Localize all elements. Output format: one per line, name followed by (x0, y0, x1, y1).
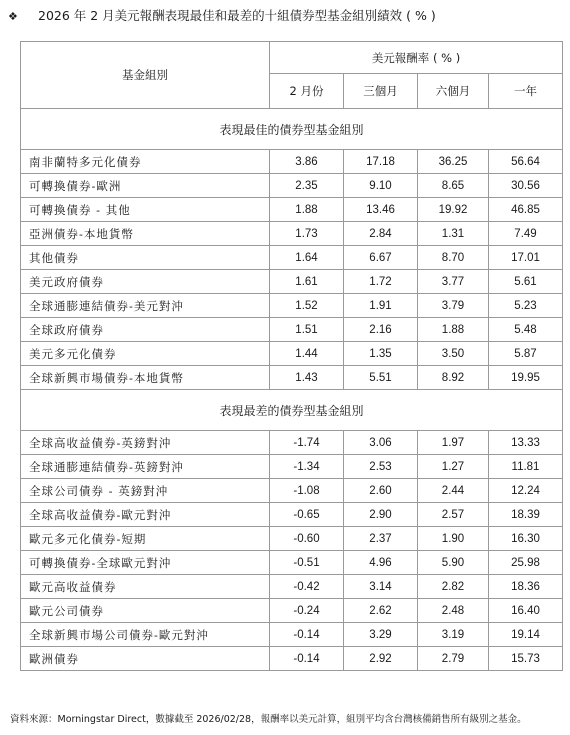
return-value: 25.98 (489, 551, 563, 575)
return-value: 16.40 (489, 599, 563, 623)
return-value: 2.35 (270, 174, 344, 198)
return-value: -0.14 (270, 647, 344, 671)
return-value: 2.37 (344, 527, 418, 551)
diamond-bullet-icon: ❖ (8, 10, 18, 23)
period-header-6m: 六個月 (418, 74, 489, 109)
title-text: 2026 年 2 月美元報酬表現最佳和最差的十組債券型基金組別績效 ( % ) (38, 8, 436, 23)
return-value: 56.64 (489, 150, 563, 174)
fund-group-header: 基金組別 (21, 42, 270, 109)
return-value: 1.61 (270, 270, 344, 294)
source-footnote: 資料來源：Morningstar Direct，數據截至 2026/02/28，報酬率以美元計算，組別平均含台灣核備銷售所有級別之基金。 (10, 714, 527, 725)
return-value: 8.70 (418, 246, 489, 270)
return-value: -1.08 (270, 479, 344, 503)
fund-group-name: 歐洲債券 (21, 647, 270, 671)
return-value: 46.85 (489, 198, 563, 222)
return-value: 1.44 (270, 342, 344, 366)
return-value: 36.25 (418, 150, 489, 174)
return-value: 3.19 (418, 623, 489, 647)
return-value: -0.24 (270, 599, 344, 623)
period-header-1y: 一年 (489, 74, 563, 109)
return-value: 2.57 (418, 503, 489, 527)
return-value: 5.90 (418, 551, 489, 575)
fund-group-name: 全球新興市場債券-本地貨幣 (21, 366, 270, 390)
return-value: 1.90 (418, 527, 489, 551)
page-title (8, 6, 568, 26)
fund-group-name: 全球通膨連結債券-英鎊對沖 (21, 455, 270, 479)
return-value: 1.88 (418, 318, 489, 342)
fund-group-name: 美元政府債券 (21, 270, 270, 294)
return-value: 9.10 (344, 174, 418, 198)
return-value: 2.84 (344, 222, 418, 246)
return-value: -0.42 (270, 575, 344, 599)
return-value: 2.62 (344, 599, 418, 623)
table-row (21, 527, 563, 551)
return-value: 1.97 (418, 431, 489, 455)
fund-group-name: 歐元高收益債券 (21, 575, 270, 599)
return-value: 1.51 (270, 318, 344, 342)
table-row (21, 342, 563, 366)
return-value: -0.65 (270, 503, 344, 527)
fund-group-name: 亞洲債券-本地貨幣 (21, 222, 270, 246)
table-row (21, 479, 563, 503)
return-value: 5.61 (489, 270, 563, 294)
return-value: 3.77 (418, 270, 489, 294)
return-value: 1.35 (344, 342, 418, 366)
return-value: 5.51 (344, 366, 418, 390)
return-value: 13.46 (344, 198, 418, 222)
table-row (21, 366, 563, 390)
return-value: 12.24 (489, 479, 563, 503)
table-row (21, 198, 563, 222)
return-value: 13.33 (489, 431, 563, 455)
fund-group-name: 歐元公司債券 (21, 599, 270, 623)
return-value: 2.79 (418, 647, 489, 671)
return-value: 19.92 (418, 198, 489, 222)
return-value: 18.39 (489, 503, 563, 527)
worst-section-title: 表現最差的債券型基金組別 (21, 390, 563, 431)
return-value: 1.27 (418, 455, 489, 479)
return-value: -0.14 (270, 623, 344, 647)
fund-group-name: 歐元多元化債券-短期 (21, 527, 270, 551)
period-header-3m: 三個月 (344, 74, 418, 109)
table-row (21, 150, 563, 174)
return-value: 2.82 (418, 575, 489, 599)
return-value: 18.36 (489, 575, 563, 599)
return-value: 2.44 (418, 479, 489, 503)
return-value: -1.74 (270, 431, 344, 455)
return-value: 1.43 (270, 366, 344, 390)
return-value: -1.34 (270, 455, 344, 479)
table-row (21, 647, 563, 671)
table-row (21, 503, 563, 527)
return-value: 6.67 (344, 246, 418, 270)
fund-group-name: 其他債券 (21, 246, 270, 270)
period-header-1m: 2 月份 (270, 74, 344, 109)
return-value: 16.30 (489, 527, 563, 551)
return-value: 5.48 (489, 318, 563, 342)
fund-group-name: 可轉換債券 - 其他 (21, 198, 270, 222)
return-value: 1.88 (270, 198, 344, 222)
return-value: 8.65 (418, 174, 489, 198)
return-value: 15.73 (489, 647, 563, 671)
return-value: 1.52 (270, 294, 344, 318)
return-value: 1.64 (270, 246, 344, 270)
return-value: 3.50 (418, 342, 489, 366)
table-row (21, 270, 563, 294)
fund-group-name: 可轉換債券-全球歐元對沖 (21, 551, 270, 575)
return-value: 3.06 (344, 431, 418, 455)
return-value: 8.92 (418, 366, 489, 390)
return-value: 5.87 (489, 342, 563, 366)
return-value: -0.60 (270, 527, 344, 551)
best-section-title: 表現最佳的債券型基金組別 (21, 109, 563, 150)
return-value: 19.14 (489, 623, 563, 647)
fund-group-name: 全球高收益債券-英鎊對沖 (21, 431, 270, 455)
return-value: 3.14 (344, 575, 418, 599)
fund-group-name: 美元多元化債券 (21, 342, 270, 366)
table-row (21, 431, 563, 455)
fund-group-name: 可轉換債券-歐洲 (21, 174, 270, 198)
table-row (21, 599, 563, 623)
table-row (21, 551, 563, 575)
table-row (21, 174, 563, 198)
fund-group-name: 南非蘭特多元化債券 (21, 150, 270, 174)
table-row (21, 246, 563, 270)
fund-group-name: 全球公司債券 - 英鎊對沖 (21, 479, 270, 503)
fund-group-name: 全球新興市場公司債券-歐元對沖 (21, 623, 270, 647)
fund-group-name: 全球高收益債券-歐元對沖 (21, 503, 270, 527)
return-value: 1.31 (418, 222, 489, 246)
return-value: 2.92 (344, 647, 418, 671)
return-value: 1.72 (344, 270, 418, 294)
return-value: 4.96 (344, 551, 418, 575)
usd-return-header: 美元報酬率 ( % ) (270, 42, 563, 74)
return-value: 17.01 (489, 246, 563, 270)
return-value: 3.86 (270, 150, 344, 174)
table-row (21, 294, 563, 318)
fund-group-name: 全球通膨連結債券-美元對沖 (21, 294, 270, 318)
return-value: 3.29 (344, 623, 418, 647)
fund-group-name: 全球政府債券 (21, 318, 270, 342)
return-value: 2.60 (344, 479, 418, 503)
table-row (21, 222, 563, 246)
return-value: 11.81 (489, 455, 563, 479)
table-row (21, 575, 563, 599)
return-value: 17.18 (344, 150, 418, 174)
return-value: 1.91 (344, 294, 418, 318)
return-value: 3.79 (418, 294, 489, 318)
return-value: 2.90 (344, 503, 418, 527)
return-value: 5.23 (489, 294, 563, 318)
return-value: 19.95 (489, 366, 563, 390)
return-value: 7.49 (489, 222, 563, 246)
table-row (21, 623, 563, 647)
fund-performance-table (20, 41, 563, 671)
return-value: 1.73 (270, 222, 344, 246)
return-value: 2.53 (344, 455, 418, 479)
return-value: 2.48 (418, 599, 489, 623)
table-row (21, 318, 563, 342)
table-row (21, 455, 563, 479)
return-value: 30.56 (489, 174, 563, 198)
return-value: 2.16 (344, 318, 418, 342)
return-value: -0.51 (270, 551, 344, 575)
